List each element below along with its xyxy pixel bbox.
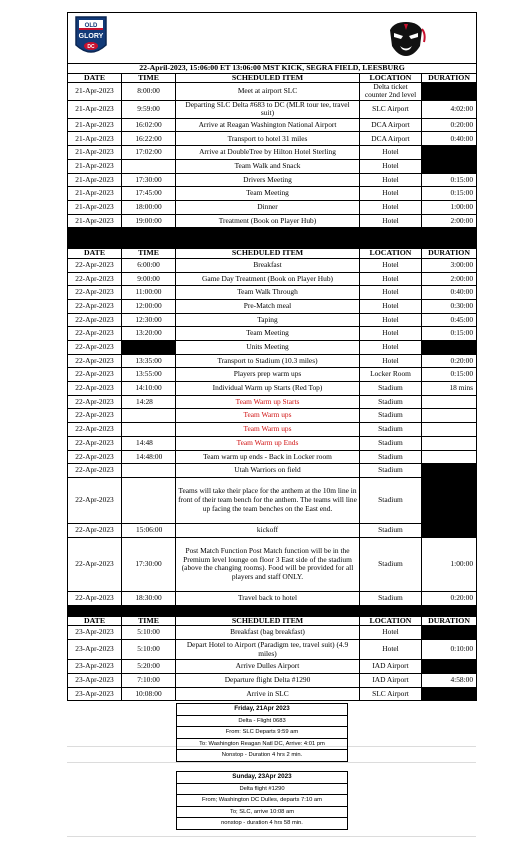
schedule-body <box>68 13 477 701</box>
cell-duration: 0:15:00 <box>422 368 477 382</box>
cell-duration: 0:20:00 <box>422 592 477 606</box>
cell-date: 22-Apr-2023 <box>68 272 122 286</box>
cell-duration <box>422 146 477 160</box>
cell-item: Players prep warm ups <box>176 368 360 382</box>
cell-location: Stadium <box>360 450 422 464</box>
cell-item: Individual Warm up Starts (Red Top) <box>176 382 360 396</box>
cell-time: 5:20:00 <box>122 660 176 674</box>
cell-time <box>122 464 176 478</box>
cell-location: Stadium <box>360 592 422 606</box>
cell-item: Post Match Function Post Match function will be in the Premium level lounge on floor 3 East side of the stadium (above the changing rooms). Food will be provided for all players and staff ONLY. <box>176 537 360 592</box>
flight-box-line: Delta flight #1290 <box>177 784 347 796</box>
cell-date: 22-Apr-2023 <box>68 354 122 368</box>
itinerary-sheet <box>67 12 476 701</box>
cell-item: Team Walk and Snack <box>176 159 360 173</box>
cell-duration <box>422 450 477 464</box>
cell-date: 22-Apr-2023 <box>68 477 122 523</box>
cell-location: Hotel <box>360 626 422 640</box>
cell-time: 19:00:00 <box>122 214 176 228</box>
cell-duration: 0:15:00 <box>422 187 477 201</box>
column-header: DURATION <box>422 616 477 626</box>
cell-duration: 1:00:00 <box>422 200 477 214</box>
cell-item: Team Meeting <box>176 327 360 341</box>
cell-duration <box>422 687 477 701</box>
cell-date: 21-Apr-2023 <box>68 132 122 146</box>
schedule-row <box>68 286 477 300</box>
cell-location: SLC Airport <box>360 687 422 701</box>
cell-date: 21-Apr-2023 <box>68 200 122 214</box>
schedule-row <box>68 354 477 368</box>
cell-time: 6:00:00 <box>122 258 176 272</box>
cell-item: Travel back to hotel <box>176 592 360 606</box>
cell-duration: 0:15:00 <box>422 173 477 187</box>
cell-date: 22-Apr-2023 <box>68 436 122 450</box>
cell-location: Hotel <box>360 214 422 228</box>
cell-item: Treatment (Book on Player Hub) <box>176 214 360 228</box>
cell-location: Stadium <box>360 537 422 592</box>
cell-location: Stadium <box>360 423 422 437</box>
cell-time: 17:45:00 <box>122 187 176 201</box>
column-header: DURATION <box>422 73 477 83</box>
schedule-row <box>68 187 477 201</box>
cell-date: 22-Apr-2023 <box>68 313 122 327</box>
cell-time: 17:02:00 <box>122 146 176 160</box>
cell-duration: 2:00:00 <box>422 214 477 228</box>
cell-item: Departing SLC Delta #683 to DC (MLR tour tee, travel suit) <box>176 100 360 118</box>
cell-location: Hotel <box>360 272 422 286</box>
cell-date: 22-Apr-2023 <box>68 464 122 478</box>
schedule-row <box>68 382 477 396</box>
cell-time <box>122 159 176 173</box>
flight-box-line: To: Washington Reagan Natl DC, Arrive: 4:01 pm <box>177 739 347 751</box>
cell-item: Team Warm ups <box>176 423 360 437</box>
cell-time: 5:10:00 <box>122 626 176 640</box>
cell-time: 5:10:00 <box>122 640 176 660</box>
cell-time: 14:48 <box>122 436 176 450</box>
cell-date: 22-Apr-2023 <box>68 592 122 606</box>
cell-duration: 0:20:00 <box>422 354 477 368</box>
cell-item: Arrive in SLC <box>176 687 360 701</box>
cell-date: 21-Apr-2023 <box>68 187 122 201</box>
cell-duration: 0:10:00 <box>422 640 477 660</box>
cell-item: Breakfast (bag breakfast) <box>176 626 360 640</box>
cell-location: Hotel <box>360 159 422 173</box>
cell-date: 23-Apr-2023 <box>68 626 122 640</box>
cell-time: 16:02:00 <box>122 118 176 132</box>
column-header: SCHEDULED ITEM <box>176 73 360 83</box>
cell-location: Hotel <box>360 146 422 160</box>
schedule-row <box>68 146 477 160</box>
column-header-row <box>68 73 477 83</box>
cell-time: 18:00:00 <box>122 200 176 214</box>
cell-location: Hotel <box>360 200 422 214</box>
schedule-row <box>68 660 477 674</box>
title-row <box>68 64 477 74</box>
column-header-row <box>68 616 477 626</box>
cell-location: DCA Airport <box>360 132 422 146</box>
cell-duration: 18 mins <box>422 382 477 396</box>
cell-time: 15:06:00 <box>122 523 176 537</box>
schedule-row <box>68 477 477 523</box>
cell-location: Hotel <box>360 299 422 313</box>
cell-location: Stadium <box>360 464 422 478</box>
cell-location: Hotel <box>360 187 422 201</box>
cell-location: Hotel <box>360 354 422 368</box>
flight-box-line: From: SLC Departs 9:59 am <box>177 727 347 739</box>
cell-time: 12:00:00 <box>122 299 176 313</box>
divider-line <box>67 762 476 763</box>
schedule-row <box>68 272 477 286</box>
cell-date: 22-Apr-2023 <box>68 299 122 313</box>
cell-time: 16:22:00 <box>122 132 176 146</box>
cell-item: Arrive at Reagan Washington National Airport <box>176 118 360 132</box>
cell-date: 21-Apr-2023 <box>68 100 122 118</box>
cell-duration <box>422 523 477 537</box>
cell-date: 23-Apr-2023 <box>68 674 122 688</box>
cell-item: Teams will take their place for the anthem at the 10m line in front of their team bench for the anthem. The teams will line up facing the team benches on the East end. <box>176 477 360 523</box>
column-header: DATE <box>68 616 122 626</box>
cell-time: 13:55:00 <box>122 368 176 382</box>
column-header: DATE <box>68 73 122 83</box>
schedule-row <box>68 409 477 423</box>
logo-text-glory: GLORY <box>78 33 104 40</box>
schedule-row <box>68 258 477 272</box>
cell-item: Meet at airport SLC <box>176 83 360 100</box>
cell-location: SLC Airport <box>360 100 422 118</box>
cell-time <box>122 477 176 523</box>
cell-duration <box>422 436 477 450</box>
schedule-row <box>68 687 477 701</box>
cell-date: 22-Apr-2023 <box>68 409 122 423</box>
cell-item: Team Warm up Ends <box>176 436 360 450</box>
schedule-row <box>68 341 477 355</box>
schedule-row <box>68 450 477 464</box>
column-header: DURATION <box>422 249 477 259</box>
cell-time: 12:30:00 <box>122 313 176 327</box>
cell-duration <box>422 395 477 409</box>
cell-item: Pre-Match meal <box>176 299 360 313</box>
cell-duration <box>422 83 477 100</box>
cell-location: Hotel <box>360 327 422 341</box>
cell-duration <box>422 464 477 524</box>
cell-date: 21-Apr-2023 <box>68 83 122 100</box>
cell-location: Stadium <box>360 395 422 409</box>
schedule-row <box>68 100 477 118</box>
schedule-row <box>68 537 477 592</box>
schedule-row <box>68 132 477 146</box>
column-header-row <box>68 249 477 259</box>
column-header: LOCATION <box>360 249 422 259</box>
schedule-row <box>68 423 477 437</box>
cell-date: 23-Apr-2023 <box>68 660 122 674</box>
flight-box-line: nonstop - duration 4 hrs 58 min. <box>221 820 303 826</box>
column-header: LOCATION <box>360 616 422 626</box>
schedule-row <box>68 313 477 327</box>
cell-date: 22-Apr-2023 <box>68 327 122 341</box>
cell-date: 23-Apr-2023 <box>68 687 122 701</box>
cell-item: Transport to hotel 31 miles <box>176 132 360 146</box>
cell-item: Utah Warriors on field <box>176 464 360 478</box>
cell-duration: 2:00:00 <box>422 272 477 286</box>
cell-duration: 0:30:00 <box>422 299 477 313</box>
schedule-table <box>67 12 477 701</box>
flight-box-line: From; Washington DC Dulles, departs 7:10 am <box>177 795 347 807</box>
cell-location: Hotel <box>360 286 422 300</box>
cell-time: 8:00:00 <box>122 83 176 100</box>
flight-box-friday <box>176 703 348 762</box>
cell-location: Hotel <box>360 640 422 660</box>
cell-location: Hotel <box>360 173 422 187</box>
cell-duration: 0:45:00 <box>422 313 477 327</box>
cell-time <box>122 341 176 355</box>
cell-item: kickoff <box>176 523 360 537</box>
cell-date: 22-Apr-2023 <box>68 368 122 382</box>
cell-item: Team Meeting <box>176 187 360 201</box>
cell-item: Depart Hotel to Airport (Paradigm tee, travel suit) (4.9 miles) <box>176 640 360 660</box>
cell-date: 22-Apr-2023 <box>68 382 122 396</box>
cell-location: DCA Airport <box>360 118 422 132</box>
flight-box-line: To; SLC, arrive 10:08 am <box>177 807 347 819</box>
cell-location: Stadium <box>360 436 422 450</box>
cell-duration: 3:00:00 <box>422 258 477 272</box>
schedule-row <box>68 299 477 313</box>
old-glory-dc-logo <box>74 15 108 61</box>
schedule-row <box>68 464 477 478</box>
cell-time: 17:30:00 <box>122 537 176 592</box>
column-header: DATE <box>68 249 122 259</box>
schedule-row <box>68 436 477 450</box>
section-separator <box>68 228 477 249</box>
cell-time: 14:10:00 <box>122 382 176 396</box>
cell-item: Taping <box>176 313 360 327</box>
cell-time: 11:00:00 <box>122 286 176 300</box>
schedule-row <box>68 173 477 187</box>
cell-date: 22-Apr-2023 <box>68 523 122 537</box>
cell-time: 10:08:00 <box>122 687 176 701</box>
cell-date: 22-Apr-2023 <box>68 450 122 464</box>
schedule-row <box>68 118 477 132</box>
logo-row <box>68 13 477 64</box>
cell-time: 18:30:00 <box>122 592 176 606</box>
section-separator <box>68 605 477 616</box>
cell-item: Arrive at DoubleTree by Hilton Hotel Sterling <box>176 146 360 160</box>
logo-text-dc: DC <box>87 44 95 50</box>
cell-item: Drivers Meeting <box>176 173 360 187</box>
schedule-row <box>68 327 477 341</box>
cell-time: 13:20:00 <box>122 327 176 341</box>
cell-time: 9:59:00 <box>122 100 176 118</box>
cell-time: 7:10:00 <box>122 674 176 688</box>
cell-duration: 4:58:00 <box>422 674 477 688</box>
cell-duration: 0:15:00 <box>422 327 477 341</box>
cell-location: Hotel <box>360 313 422 327</box>
cell-duration <box>422 159 477 173</box>
cell-duration: 0:20:00 <box>422 118 477 132</box>
event-title: 22-April-2023, 15:06:00 ET 13:06:00 MST KICK, SEGRA FIELD, LEESBURG <box>68 64 477 74</box>
cell-time: 9:00:00 <box>122 272 176 286</box>
cell-duration: 4:02:00 <box>422 100 477 118</box>
flight-box-line: Nonstop - Duration 4 hrs 2 min. <box>221 752 303 758</box>
column-header: TIME <box>122 249 176 259</box>
utah-warriors-logo <box>386 20 426 58</box>
schedule-row <box>68 200 477 214</box>
cell-location: Hotel <box>360 341 422 355</box>
cell-item: Team Warm up Starts <box>176 395 360 409</box>
cell-date: 22-Apr-2023 <box>68 341 122 355</box>
cell-date: 23-Apr-2023 <box>68 640 122 660</box>
cell-location: Stadium <box>360 477 422 523</box>
cell-item: Units Meeting <box>176 341 360 355</box>
cell-item: Team Warm ups <box>176 409 360 423</box>
logo-text-old: OLD <box>84 23 98 29</box>
cell-duration <box>422 660 477 674</box>
column-header: TIME <box>122 73 176 83</box>
flight-box-sunday <box>176 771 348 830</box>
cell-duration: 0:40:00 <box>422 286 477 300</box>
cell-location: IAD Airport <box>360 674 422 688</box>
cell-location: Stadium <box>360 523 422 537</box>
schedule-row <box>68 83 477 100</box>
cell-time: 13:35:00 <box>122 354 176 368</box>
cell-date: 21-Apr-2023 <box>68 118 122 132</box>
cell-item: Game Day Treatment (Book on Player Hub) <box>176 272 360 286</box>
cell-location: IAD Airport <box>360 660 422 674</box>
schedule-row <box>68 523 477 537</box>
cell-date: 22-Apr-2023 <box>68 258 122 272</box>
cell-duration <box>422 423 477 437</box>
cell-location: Locker Room <box>360 368 422 382</box>
cell-duration <box>422 409 477 423</box>
cell-date: 21-Apr-2023 <box>68 146 122 160</box>
cell-date: 21-Apr-2023 <box>68 173 122 187</box>
schedule-row <box>68 592 477 606</box>
column-header: SCHEDULED ITEM <box>176 249 360 259</box>
cell-item: Team Walk Through <box>176 286 360 300</box>
cell-date: 22-Apr-2023 <box>68 423 122 437</box>
flight-box-title: Friday, 21Apr 2023 <box>177 704 347 716</box>
cell-date: 21-Apr-2023 <box>68 159 122 173</box>
cell-duration <box>422 341 477 355</box>
cell-date: 21-Apr-2023 <box>68 214 122 228</box>
cell-location: Hotel <box>360 258 422 272</box>
cell-date: 22-Apr-2023 <box>68 395 122 409</box>
column-header: LOCATION <box>360 73 422 83</box>
cell-location: Stadium <box>360 382 422 396</box>
schedule-row <box>68 214 477 228</box>
cell-duration <box>422 626 477 640</box>
flight-box-line: Delta - Flight 0683 <box>177 716 347 728</box>
cell-location: Stadium <box>360 409 422 423</box>
schedule-row <box>68 640 477 660</box>
schedule-row <box>68 674 477 688</box>
cell-item: Departure flight Delta #1290 <box>176 674 360 688</box>
schedule-row <box>68 159 477 173</box>
cell-item: Team warm up ends - Back in Locker room <box>176 450 360 464</box>
cell-time: 17:30:00 <box>122 173 176 187</box>
cell-time <box>122 409 176 423</box>
cell-item: Transport to Stadium (10.3 miles) <box>176 354 360 368</box>
cell-time: 14:28 <box>122 395 176 409</box>
schedule-row <box>68 626 477 640</box>
cell-item: Arrive Dulles Airport <box>176 660 360 674</box>
column-header: TIME <box>122 616 176 626</box>
flight-box-title: Sunday, 23Apr 2023 <box>177 772 347 784</box>
cell-date: 22-Apr-2023 <box>68 537 122 592</box>
cell-duration: 0:40:00 <box>422 132 477 146</box>
column-header: SCHEDULED ITEM <box>176 616 360 626</box>
cell-item: Breakfast <box>176 258 360 272</box>
schedule-row <box>68 368 477 382</box>
cell-time: 14:48:00 <box>122 450 176 464</box>
cell-location: Delta ticket counter 2nd level <box>360 83 422 100</box>
schedule-row <box>68 395 477 409</box>
cell-item: Dinner <box>176 200 360 214</box>
cell-duration: 1:00:00 <box>422 537 477 592</box>
cell-date: 22-Apr-2023 <box>68 286 122 300</box>
divider-line <box>67 836 476 837</box>
cell-time <box>122 423 176 437</box>
